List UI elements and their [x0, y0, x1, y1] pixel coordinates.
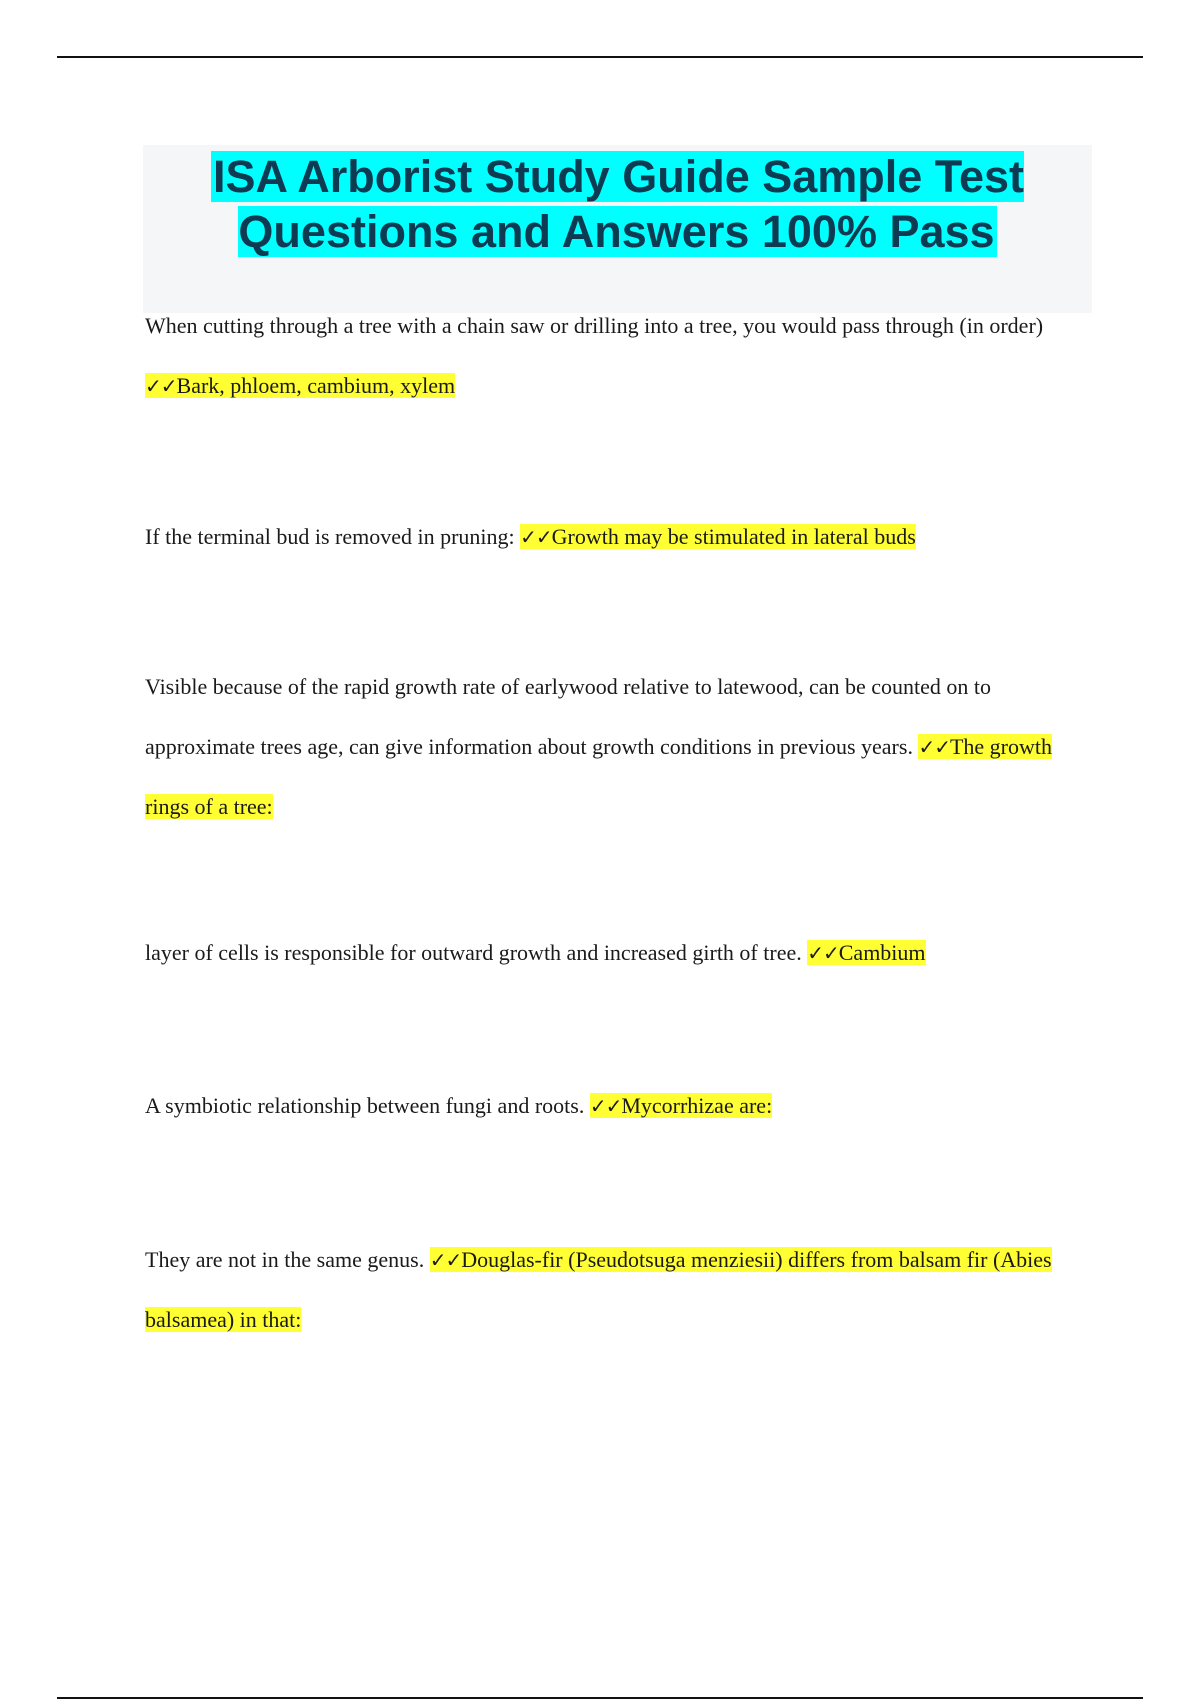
question-text: layer of cells is responsible for outward growth and increased girth of tree.: [145, 940, 802, 965]
question-text: Visible because of the rapid growth rate of earlywood relative to latewood, can be counted on to approximate trees age, can give information about growth conditions in previous years.: [145, 674, 991, 759]
question-answer-item: [145, 1230, 1080, 1350]
answer-highlight: [807, 940, 925, 965]
answer-text: Cambium: [838, 940, 926, 965]
footer-rule: [57, 1697, 1143, 1699]
answer-highlight: [145, 373, 455, 398]
question-text: When cutting through a tree with a chain saw or drilling into a tree, you would pass through (in order): [145, 313, 1044, 338]
answer-text: Growth may be stimulated in lateral buds: [551, 524, 916, 549]
document-title: ISA Arborist Study Guide Sample Test Questions and Answers 100% Pass: [213, 151, 1024, 257]
double-check-icon: ✓✓: [589, 1094, 622, 1118]
double-check-icon: ✓✓: [807, 941, 839, 965]
title-block: [143, 145, 1092, 313]
double-check-icon: ✓✓: [918, 735, 950, 759]
answer-highlight: [590, 1093, 772, 1118]
answer-highlight: [520, 524, 916, 549]
header-rule: [57, 56, 1143, 58]
question-answer-item: [145, 507, 1080, 567]
double-check-icon: ✓✓: [520, 525, 552, 549]
question-answer-item: [145, 657, 1080, 837]
double-check-icon: ✓✓: [429, 1248, 462, 1272]
question-text: If the terminal bud is removed in pruning:: [145, 524, 515, 549]
answer-text: Douglas-fir (Pseudotsuga menziesii) differs from balsam fir (Abies balsamea) in that:: [145, 1247, 1052, 1332]
question-answer-item: [145, 1076, 1080, 1136]
answer-text: Mycorrhizae are:: [621, 1093, 773, 1118]
answer-text: The growth rings of a tree:: [145, 734, 1052, 819]
question-text: They are not in the same genus.: [145, 1247, 425, 1272]
answer-text: Bark, phloem, cambium, xylem: [176, 373, 456, 398]
question-answer-item: [145, 296, 1080, 416]
question-text: A symbiotic relationship between fungi and roots.: [145, 1093, 585, 1118]
double-check-icon: ✓✓: [145, 374, 177, 398]
question-answer-item: [145, 923, 1080, 983]
